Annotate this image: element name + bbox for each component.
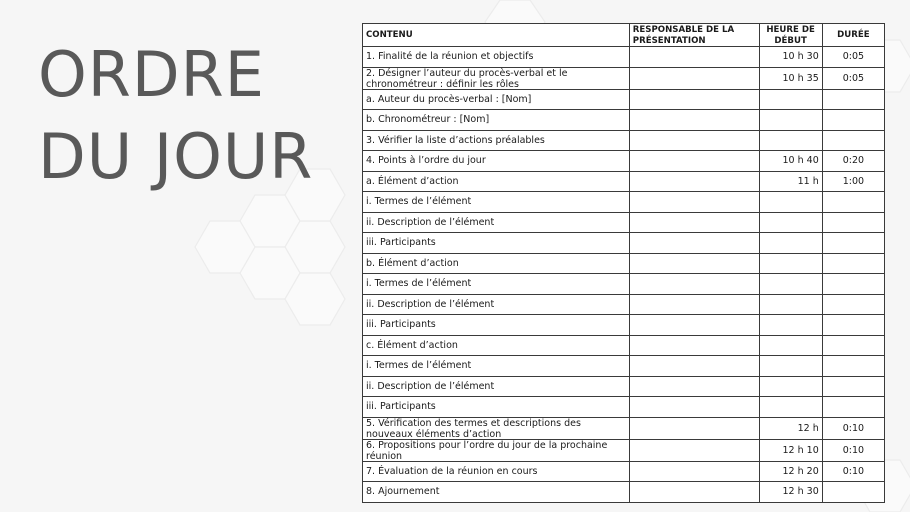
table-row (363, 192, 885, 213)
table-row (363, 233, 885, 254)
table-row (363, 274, 885, 295)
start-time-cell (759, 397, 822, 418)
table-row (363, 110, 885, 131)
content-cell: ii. Description de l’élément (363, 212, 630, 233)
duration-cell (822, 376, 884, 397)
table-row (363, 439, 885, 461)
content-cell: i. Termes de l’élément (363, 274, 630, 295)
presenter-cell (629, 110, 759, 131)
content-cell: b. Élément d’action (363, 253, 630, 274)
duration-cell (822, 294, 884, 315)
content-cell: iii. Participants (363, 233, 630, 254)
presenter-cell (629, 151, 759, 172)
table-row (363, 47, 885, 68)
table-row (363, 482, 885, 503)
header-start-time: HEURE DE DÉBUT (759, 24, 822, 47)
duration-cell: 0:20 (822, 151, 884, 172)
presenter-cell (629, 192, 759, 213)
start-time-cell (759, 315, 822, 336)
presenter-cell (629, 253, 759, 274)
presenter-cell (629, 67, 759, 89)
presenter-cell (629, 315, 759, 336)
content-cell: 5. Vérification des termes et descriptions des nouveaux éléments d’action (363, 417, 630, 439)
table-row (363, 417, 885, 439)
start-time-cell: 10 h 30 (759, 47, 822, 68)
duration-cell (822, 212, 884, 233)
start-time-cell (759, 274, 822, 295)
presenter-cell (629, 130, 759, 151)
duration-cell (822, 233, 884, 254)
content-cell: 1. Finalité de la réunion et objectifs (363, 47, 630, 68)
start-time-cell (759, 253, 822, 274)
content-cell: a. Élément d’action (363, 171, 630, 192)
start-time-cell: 11 h (759, 171, 822, 192)
content-cell: 8. Ajournement (363, 482, 630, 503)
start-time-cell (759, 294, 822, 315)
content-cell: 3. Vérifier la liste d’actions préalables (363, 130, 630, 151)
content-cell: ii. Description de l’élément (363, 294, 630, 315)
table-row (363, 335, 885, 356)
table-row (363, 171, 885, 192)
content-cell: i. Termes de l’élément (363, 356, 630, 377)
start-time-cell (759, 233, 822, 254)
duration-cell (822, 89, 884, 110)
content-cell: b. Chronométreur : [Nom] (363, 110, 630, 131)
content-cell: a. Auteur du procès-verbal : [Nom] (363, 89, 630, 110)
duration-cell: 1:00 (822, 171, 884, 192)
table-row (363, 294, 885, 315)
duration-cell (822, 315, 884, 336)
duration-cell: 0:10 (822, 461, 884, 482)
presenter-cell (629, 356, 759, 377)
start-time-cell: 10 h 35 (759, 67, 822, 89)
content-cell: 4. Points à l’ordre du jour (363, 151, 630, 172)
content-cell: 7. Évaluation de la réunion en cours (363, 461, 630, 482)
table-row (363, 151, 885, 172)
content-cell: c. Élément d’action (363, 335, 630, 356)
start-time-cell (759, 130, 822, 151)
duration-cell (822, 274, 884, 295)
table-row (363, 461, 885, 482)
content-cell: 2. Désigner l’auteur du procès-verbal et le chronométreur : définir les rôles (363, 67, 630, 89)
presenter-cell (629, 461, 759, 482)
content-cell: i. Termes de l’élément (363, 192, 630, 213)
content-cell: 6. Propositions pour l’ordre du jour de la prochaine réunion (363, 439, 630, 461)
table-row (363, 315, 885, 336)
presenter-cell (629, 482, 759, 503)
presenter-cell (629, 294, 759, 315)
agenda-table (362, 23, 885, 503)
start-time-cell: 10 h 40 (759, 151, 822, 172)
duration-cell (822, 110, 884, 131)
table-row (363, 397, 885, 418)
duration-cell: 0:10 (822, 417, 884, 439)
table-row (363, 89, 885, 110)
start-time-cell (759, 376, 822, 397)
table-row (363, 356, 885, 377)
slide-title: ORDRE DU JOUR (38, 38, 314, 193)
content-cell: iii. Participants (363, 397, 630, 418)
start-time-cell (759, 89, 822, 110)
duration-cell (822, 253, 884, 274)
presenter-cell (629, 439, 759, 461)
start-time-cell (759, 110, 822, 131)
table-row (363, 67, 885, 89)
table-row (363, 212, 885, 233)
presenter-cell (629, 47, 759, 68)
duration-cell (822, 192, 884, 213)
start-time-cell: 12 h 20 (759, 461, 822, 482)
start-time-cell: 12 h (759, 417, 822, 439)
presenter-cell (629, 335, 759, 356)
content-cell: iii. Participants (363, 315, 630, 336)
table-row (363, 130, 885, 151)
content-cell: ii. Description de l’élément (363, 376, 630, 397)
duration-cell: 0:05 (822, 47, 884, 68)
presenter-cell (629, 376, 759, 397)
duration-cell (822, 356, 884, 377)
start-time-cell (759, 192, 822, 213)
presenter-cell (629, 89, 759, 110)
table-header-row (363, 24, 885, 47)
presenter-cell (629, 171, 759, 192)
presenter-cell (629, 233, 759, 254)
duration-cell (822, 130, 884, 151)
table-row (363, 253, 885, 274)
header-presenter: RESPONSABLE DE LA PRÉSENTATION (629, 24, 759, 47)
table-row (363, 376, 885, 397)
start-time-cell (759, 335, 822, 356)
start-time-cell: 12 h 10 (759, 439, 822, 461)
presenter-cell (629, 417, 759, 439)
presenter-cell (629, 397, 759, 418)
start-time-cell (759, 212, 822, 233)
start-time-cell: 12 h 30 (759, 482, 822, 503)
duration-cell (822, 397, 884, 418)
duration-cell: 0:05 (822, 67, 884, 89)
duration-cell (822, 482, 884, 503)
presenter-cell (629, 212, 759, 233)
duration-cell (822, 335, 884, 356)
start-time-cell (759, 356, 822, 377)
duration-cell: 0:10 (822, 439, 884, 461)
presenter-cell (629, 274, 759, 295)
header-content: CONTENU (363, 24, 630, 47)
header-duration: DURÉE (822, 24, 884, 47)
